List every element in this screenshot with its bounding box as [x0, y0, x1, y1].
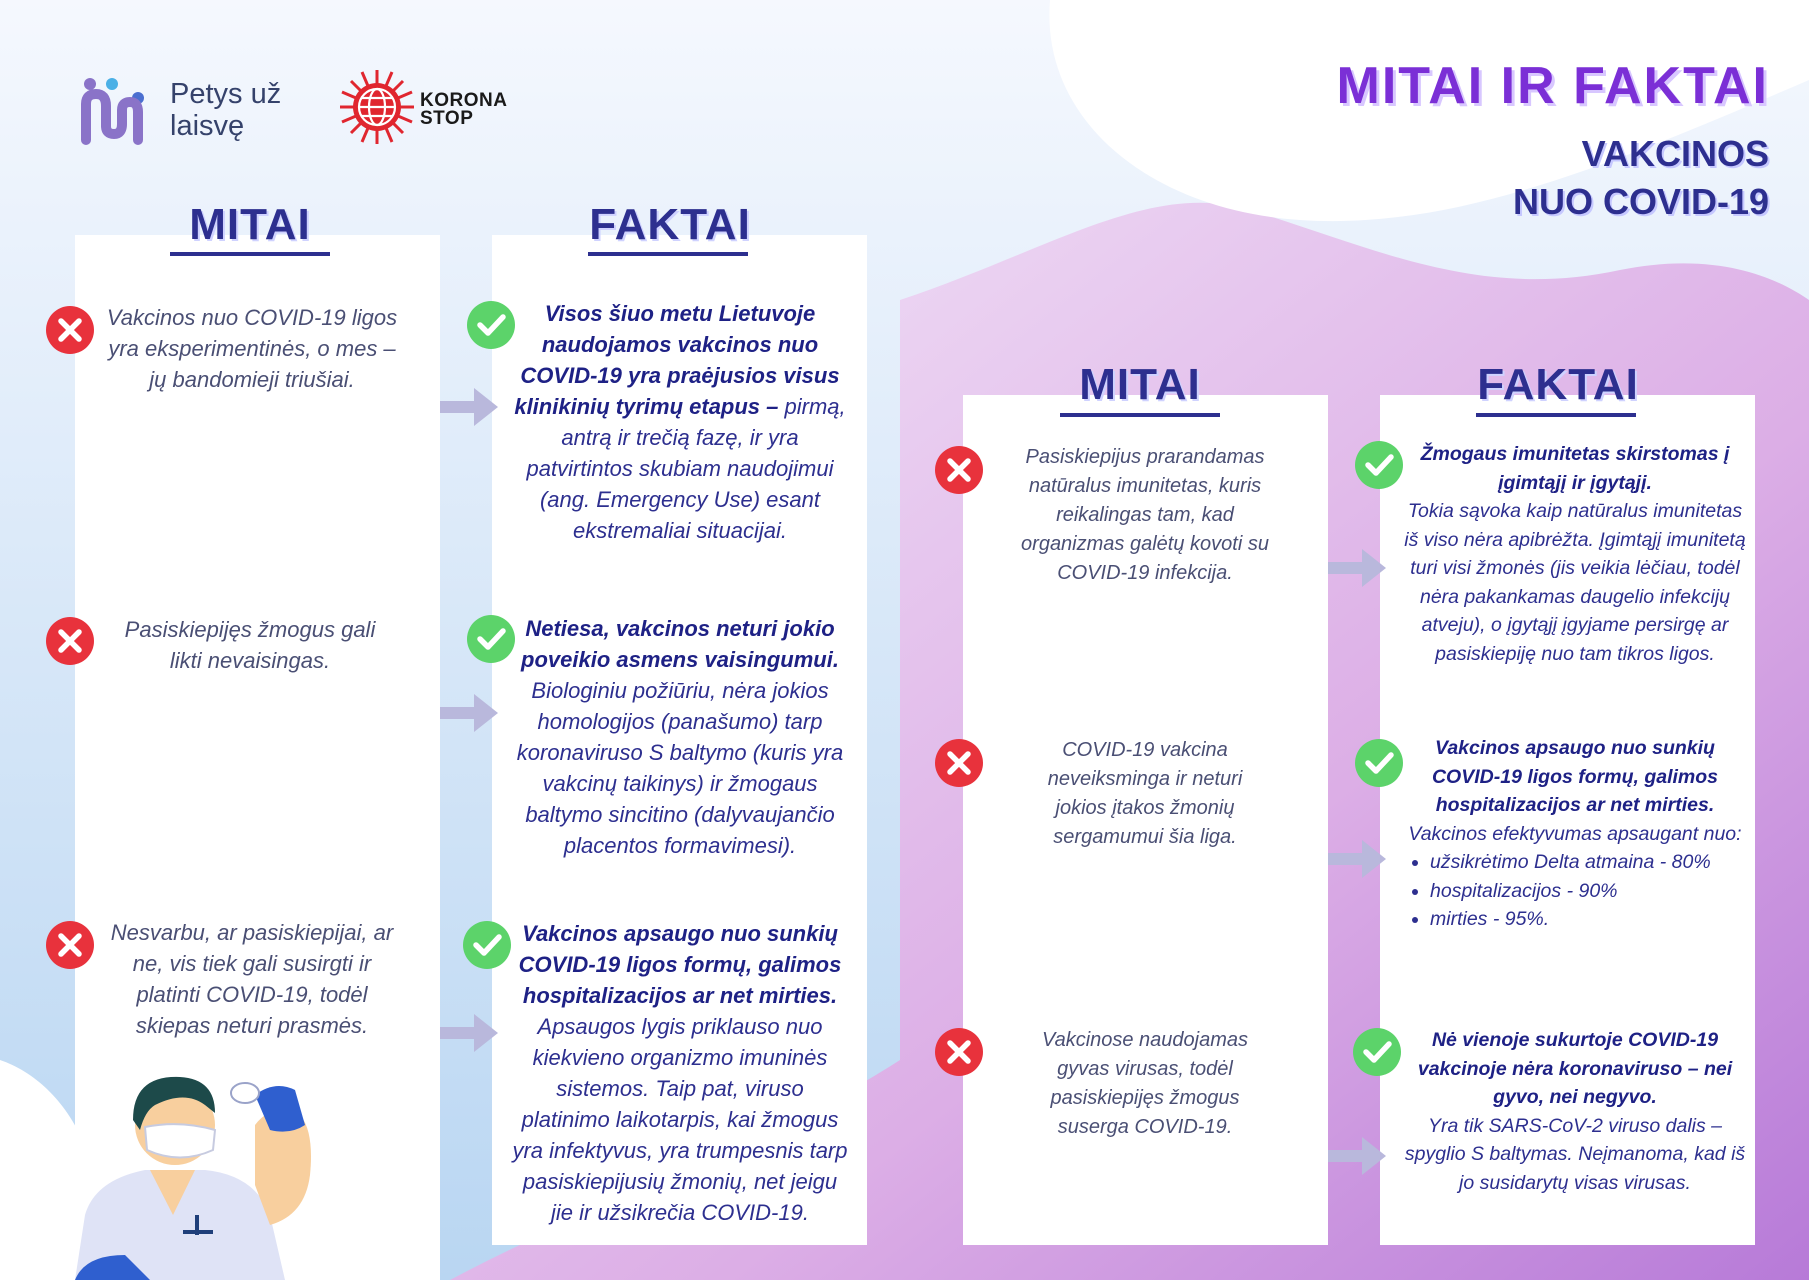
- check-icon: [1354, 738, 1404, 788]
- right-fact-2: [1400, 734, 1750, 934]
- right-fact-2-text: Vakcinos efektyvumas apsaugant nuo:: [1408, 822, 1742, 845]
- right-myth-2: COVID-19 vakcina neveiksminga ir neturi jokios įtakos žmonių sergamumui šia liga.: [1047, 739, 1243, 848]
- cross-icon: [934, 738, 984, 788]
- check-icon: [1352, 1027, 1402, 1077]
- left-fact-2-bold: Netiesa, vakcinos neturi jokio poveikio asmens vaisingumui.: [521, 616, 839, 672]
- petys-logo-icon: [80, 76, 158, 146]
- left-myths-heading: MITAI: [189, 200, 311, 249]
- check-icon: [466, 300, 516, 350]
- right-myth-1: Pasiskiepijus prarandamas natūralus imunitetas, kuris reikalingas tam, kad organizmas galėtų kovoti su COVID-19 infekcija.: [1021, 446, 1269, 584]
- left-fact-2-text: Biologiniu požiūriu, nėra jokios homologijos (panašumo) tarp koronaviruso S baltymo (kuris yra vakcinų taikinys) ir žmogaus baltymo sincitino (dalyvaujančio placentos formavimesi).: [516, 678, 844, 858]
- right-myths-heading: MITAI: [1079, 360, 1201, 409]
- petys-line2: laisvę: [170, 110, 245, 142]
- korona-line2: STOP: [420, 108, 474, 129]
- korona-line1: KORONA: [420, 90, 508, 111]
- petys-line1: Petys už: [170, 78, 282, 110]
- right-facts-underline: [1476, 413, 1636, 417]
- arrow-right-icon: [1328, 545, 1390, 591]
- right-fact-1-text: Tokia sąvoka kaip natūralus imunitetas iš viso nėra apibrėžta. Įgimtąjį imunitetą turi visi žmonės (jis veikia lėčiau, todėl nėra pakankamas daugelio infekcijų atveju), o įgytąjį įgyjame persirgę ar pasiskiepiję nuo tam tikros ligos.: [1404, 500, 1746, 665]
- left-fact-2: [510, 613, 850, 861]
- left-myth-2: Pasiskiepijęs žmogus gali likti nevaisingas.: [124, 617, 376, 673]
- check-icon: [462, 920, 512, 970]
- left-fact-1-bold: Visos šiuo metu Lietuvoje naudojamos vakcinos nuo COVID-19 yra praėjusios visus klinikinių tyrimų etapus –: [514, 301, 840, 419]
- right-fact-2-bold: Vakcinos apsaugo nuo sunkių COVID-19 ligos formų, galimos hospitalizacijos ar net mirties.: [1431, 737, 1719, 816]
- left-facts-underline: [588, 252, 748, 256]
- check-icon: [466, 614, 516, 664]
- left-facts-heading: FAKTAI: [589, 200, 751, 249]
- left-myths-underline: [170, 252, 330, 256]
- subtitle-line2: NUO COVID-19: [1512, 181, 1769, 222]
- petys-brand-name: [170, 78, 281, 142]
- list-item: • hospitalizacijos - 90%: [1430, 877, 1750, 906]
- subtitle-line1: VAKCINOS: [1581, 133, 1769, 174]
- doctor-illustration: [55, 1065, 325, 1280]
- arrow-right-icon: [1328, 1133, 1390, 1179]
- page-subtitle: [1513, 130, 1769, 226]
- left-myth-3: Nesvarbu, ar pasiskiepijai, ar ne, vis tiek gali susirgti ir platinti COVID-19, todėl skiepas neturi prasmės.: [110, 920, 394, 1038]
- left-fact-3-bold: Vakcinos apsaugo nuo sunkių COVID-19 ligos formų, galimos hospitalizacijos ar net mirties.: [518, 921, 842, 1008]
- cross-icon: [45, 920, 95, 970]
- right-fact-3: [1400, 1026, 1750, 1197]
- brand-petys-uz-laisve: [80, 72, 305, 150]
- cross-icon: [934, 1027, 984, 1077]
- left-fact-3-text: Apsaugos lygis priklauso nuo kiekvieno organizmo imuninės sistemos. Taip pat, viruso platinimo laikotarpis, kai žmogus yra infektyvus, yra trumpesnis tarp pasiskiepijusių žmonių, net jeigu jie ir užsikrečia COVID-19.: [512, 1014, 848, 1225]
- right-myth-3: Vakcinose naudojamas gyvas virusas, todėl pasiskiepijęs žmogus suserga COVID-19.: [1041, 1029, 1249, 1138]
- arrow-right-icon: [440, 1010, 502, 1056]
- cross-icon: [45, 305, 95, 355]
- cross-icon: [934, 445, 984, 495]
- right-fact-1-bold: Žmogaus imunitetas skirstomas į įgimtąjį ir įgytąjį.: [1420, 443, 1730, 494]
- left-fact-1: [510, 298, 850, 546]
- left-fact-1-text: pirmą, antrą ir trečią fazę, ir yra patvirtintos skubiam naudojimui (ang. Emergency Use) esant ekstremaliai situacijai.: [526, 394, 846, 543]
- right-fact-3-bold: Nė vienoje sukurtoje COVID-19 vakcinoje nėra koronaviruso – nei gyvo, nei negyvo.: [1417, 1029, 1733, 1108]
- efficacy-list: [1400, 848, 1750, 934]
- list-item: • mirties - 95%.: [1430, 905, 1750, 934]
- left-fact-3: [510, 918, 850, 1228]
- arrow-right-icon: [1328, 836, 1390, 882]
- brand-korona-stop: [340, 70, 520, 148]
- arrow-right-icon: [440, 384, 502, 430]
- list-item: • užsikrėtimo Delta atmaina - 80%: [1430, 848, 1750, 877]
- check-icon: [1354, 440, 1404, 490]
- cross-icon: [45, 616, 95, 666]
- page-title: MITAI IR FAKTAI: [1336, 57, 1769, 115]
- arrow-right-icon: [440, 690, 502, 736]
- right-fact-3-text: Yra tik SARS-CoV-2 viruso dalis – spyglio S baltymas. Neįmanoma, kad iš jo susidarytų visas virusas.: [1404, 1114, 1746, 1194]
- left-myth-1: Vakcinos nuo COVID-19 ligos yra eksperimentinės, o mes – jų bandomieji triušiai.: [106, 305, 398, 392]
- right-facts-heading: FAKTAI: [1477, 360, 1639, 409]
- korona-globe-icon: [340, 70, 414, 144]
- right-fact-1: [1400, 440, 1750, 668]
- right-myths-underline: [1060, 413, 1220, 417]
- korona-brand-name: [420, 92, 507, 128]
